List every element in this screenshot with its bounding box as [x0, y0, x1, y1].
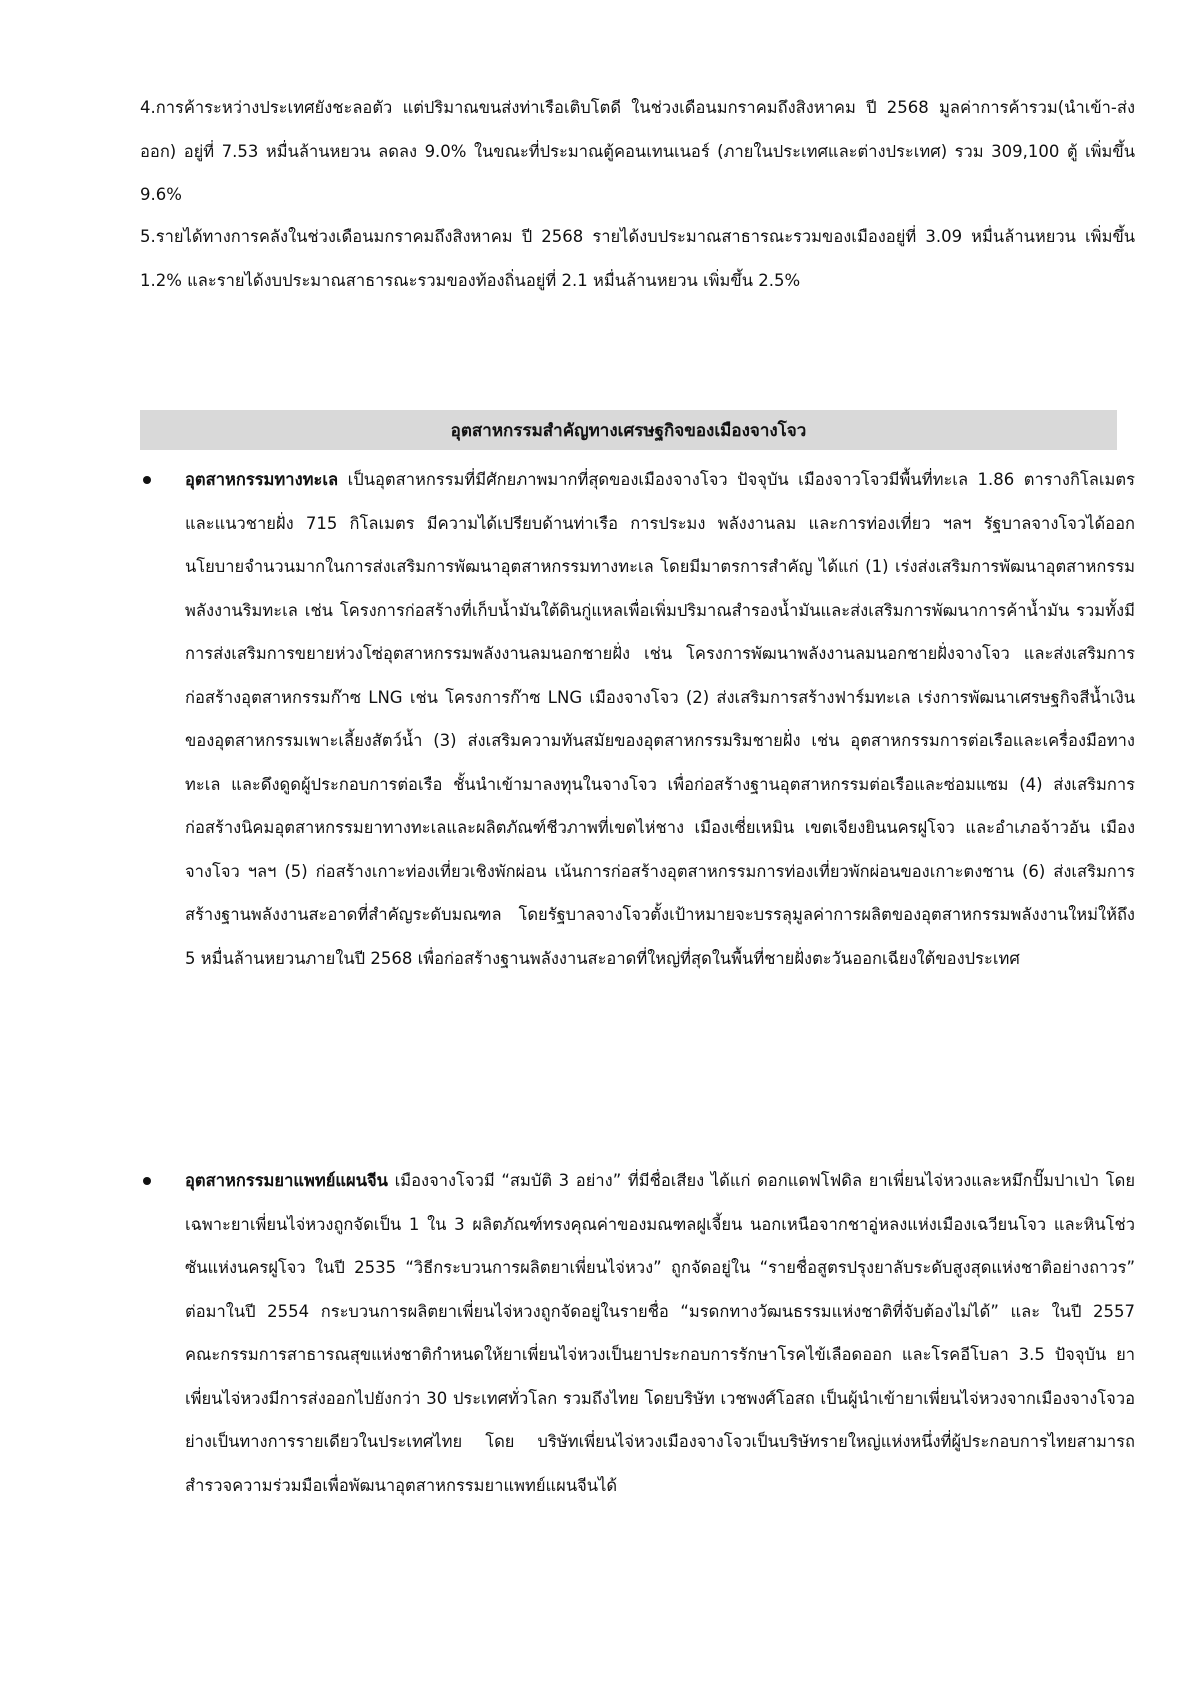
section-header: [140, 410, 1117, 450]
paragraph-trade: 4.การค้าระหว่างประเทศยังชะลอตัว แต่ปริมาณขนส่งท่าเรือเติบโตดี ในช่วงเดือนมกราคมถึงสิงหาคม ปี 2568 มูลค่าการค้ารวม(นำเข้า-ส่งออก) อยู่ที่ 7.53 หมื่นล้านหยวน ลดลง 9.0% ในขณะที่ประมาณตู้คอนเทนเนอร์ (ภายในประเทศและต่างประเทศ) รวม 309,100 ตู้ เพิ่มขึ้น 9.6%: [140, 98, 1135, 204]
paragraph-fiscal-revenue: 5.รายได้ทางการคลังในช่วงเดือนมกราคมถึงสิงหาคม ปี 2568 รายได้งบประมาณสาธารณะรวมของเมืองอยู่ที่ 3.09 หมื่นล้านหยวน เพิ่มขึ้น 1.2% และรายได้งบประมาณสาธารณะรวมของท้องถิ่นอยู่ที่ 2.1 หมื่นล้านหยวน เพิ่มขึ้น 2.5%: [140, 227, 1135, 290]
bullet-icon: [143, 1177, 151, 1185]
bullet-list-marine: [140, 458, 1135, 980]
bullet-body: เมืองจางโจวมี “สมบัติ 3 อย่าง” ที่มีชื่อเสียง ได้แก่ ดอกแดฟโฟดิล ยาเพี่ยนไจ่หวงและหมึกปั๊มปาเป่า โดยเฉพาะยาเพี่ยนไจ่หวงถูกจัดเป็น 1 ใน 3 ผลิตภัณฑ์ทรงคุณค่าของมณฑลฝูเจี้ยน นอกเหนือจากชาอู่หลงแห่งเมืองเฉวียนโจว และหินโช่วซันแห่งนครฝูโจว ในปี 2535 “วิธีกระบวนการผลิตยาเพี่ยนไจ่หวง” ถูกจัดอยู่ใน “รายชื่อสูตรปรุงยาลับระดับสูงสุดแห่งชาติอย่างถาวร” ต่อมาในปี 2554 กระบวนการผลิตยาเพี่ยนไจ่หวงถูกจัดอยู่ในรายชื่อ “มรดกทางวัฒนธรรมแห่งชาติที่จับต้องไม่ได้” และ ในปี 2557 คณะกรรมการสาธารณสุขแห่งชาติกำหนดให้ยาเพี่ยนไจ่หวงเป็นยาประกอบการรักษาโรคไข้เลือดออก และโรคอีโบลา 3.5 ปัจจุบัน ยาเพี่ยนไจ่หวงมีการส่งออกไปยังกว่า 30 ประเทศทั่วโลก รวมถึงไทย โดยบริษัท เวชพงศ์โอสถ เป็นผู้นำเข้ายาเพี่ยนไจ่หวงจากเมืองจางโจวอย่างเป็นทางการรายเดียวในประเทศไทย โดย บริษัทเพี่ยนไจ่หวงเมืองจางโจวเป็นบริษัทรายใหญ่แห่งหนึ่งที่ผู้ประกอบการไทยสามารถสำรวจความร่วมมือเพื่อพัฒนาอุตสาหกรรมยาแพทย์แผนจีนได้: [185, 1171, 1135, 1495]
list-item-marine-industry: [140, 458, 1135, 980]
bullet-heading: อุตสาหกรรมทางทะเล: [185, 470, 339, 489]
bullet-list-medicine: [140, 1159, 1135, 1507]
bullet-body: เป็นอุตสาหกรรมที่มีศักยภาพมากที่สุดของเมืองจางโจว ปัจจุบัน เมืองจาวโจวมีพื้นที่ทะเล 1.86 ตารางกิโลเมตรและแนวชายฝั่ง 715 กิโลเมตร มีความได้เปรียบด้านท่าเรือ การประมง พลังงานลม และการท่องเที่ยว ฯลฯ รัฐบาลจางโจวได้ออกนโยบายจำนวนมากในการส่งเสริมการพัฒนาอุตสาหกรรมทางทะเล โดยมีมาตรการสำคัญ ได้แก่ (1) เร่งส่งเสริมการพัฒนาอุตสาหกรรมพลังงานริมทะเล เช่น โครงการก่อสร้างที่เก็บน้ำมันใต้ดินกู่แหลเพื่อเพิ่มปริมาณสำรองน้ำมันและส่งเสริมการพัฒนาการค้าน้ำมัน รวมทั้งมีการส่งเสริมการขยายห่วงโซ่อุตสาหกรรมพลังงานลมนอกชายฝั่ง เช่น โครงการพัฒนาพลังงานลมนอกชายฝั่งจางโจว และส่งเสริมการก่อสร้างอุตสาหกรรมก๊าซ LNG เช่น โครงการก๊าซ LNG เมืองจางโจว (2) ส่งเสริมการสร้างฟาร์มทะเล เร่งการพัฒนาเศรษฐกิจสีน้ำเงินของอุตสาหกรรมเพาะเลี้ยงสัตว์น้ำ (3) ส่งเสริมความทันสมัยของอุตสาหกรรมริมชายฝั่ง เช่น อุตสาหกรรมการต่อเรือและเครื่องมือทางทะเล และดึงดูดผู้ประกอบการต่อเรือ ชั้นนำเข้ามาลงทุนในจางโจว เพื่อก่อสร้างฐานอุตสาหกรรมต่อเรือและซ่อมแซม (4) ส่งเสริมการก่อสร้างนิคมอุตสาหกรรมยาทางทะเลและผลิตภัณฑ์ชีวภาพที่เขตไห่ชาง เมืองเซี่ยเหมิน เขตเจียงยินนครฝูโจว และอำเภอจ้าวอัน เมืองจางโจว ฯลฯ (5) ก่อสร้างเกาะท่องเที่ยวเชิงพักผ่อน เน้นการก่อสร้างอุตสาหกรรมการท่องเที่ยวพักผ่อนของเกาะตงชาน (6) ส่งเสริมการสร้างฐานพลังงานสะอาดที่สำคัญระดับมณฑล โดยรัฐบาลจางโจวตั้งเป้าหมายจะบรรลุมูลค่าการผลิตของอุตสาหกรรมพลังงานใหม่ให้ถึง 5 หมื่นล้านหยวนภายในปี 2568 เพื่อก่อสร้างฐานพลังงานสะอาดที่ใหญ่ที่สุดในพื้นที่ชายฝั่งตะวันออกเฉียงใต้ของประเทศ: [185, 470, 1135, 968]
list-item-chinese-medicine-industry: [140, 1159, 1135, 1507]
section-title: อุตสาหกรรมสำคัญทางเศรษฐกิจของเมืองจางโจว: [450, 420, 807, 441]
bullet-heading: อุตสาหกรรมยาแพทย์แผนจีน: [185, 1171, 388, 1190]
bullet-icon: [143, 476, 151, 484]
